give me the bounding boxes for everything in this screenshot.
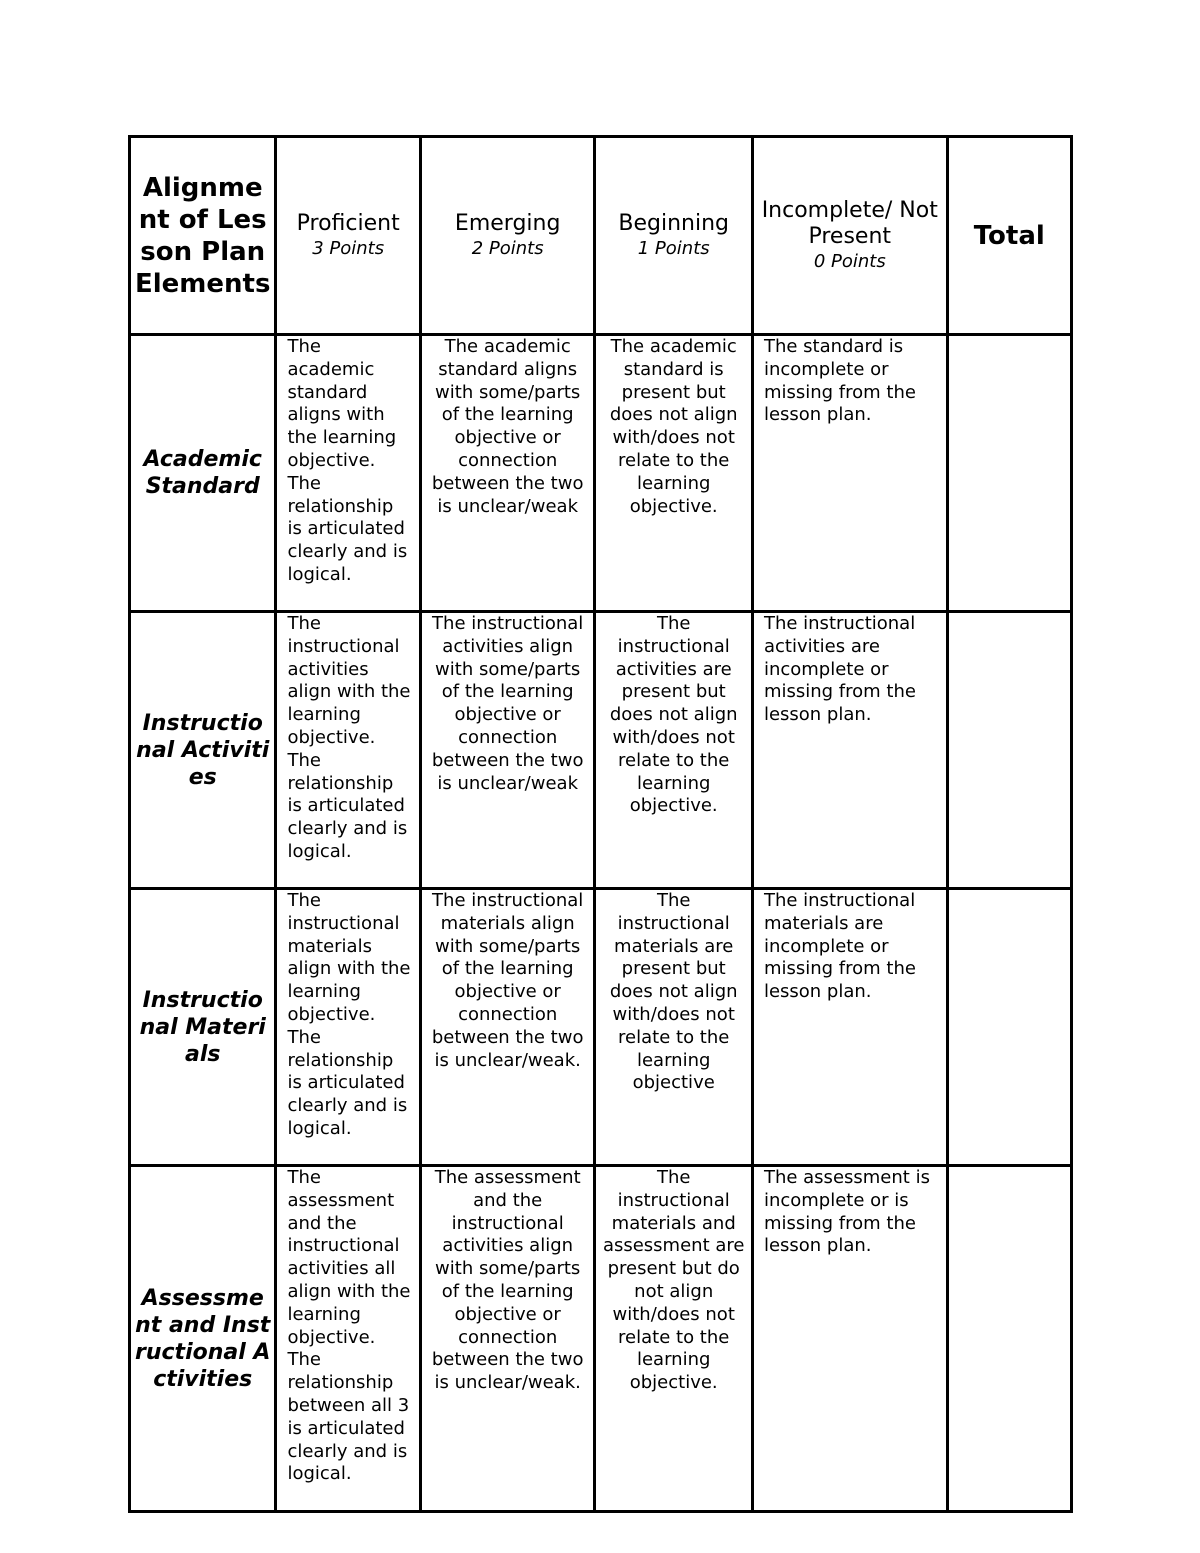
total-cell[interactable] — [947, 1166, 1071, 1512]
criterion-label: Instructional Activities — [130, 612, 276, 889]
level-name: Emerging — [454, 210, 561, 236]
proficient-descriptor: The instructional activities align with the learning objective. The relationship is articulated clearly and is logical. — [276, 612, 420, 889]
proficient-descriptor: The assessment and the instructional activities all align with the learning objective. The relationship between all 3 is articulated clearly and is logical. — [276, 1166, 420, 1512]
proficient-descriptor: The instructional materials align with the learning objective. The relationship is articulated clearly and is logical. — [276, 889, 420, 1166]
emerging-descriptor: The instructional activities align with some/parts of the learning objective or connection between the two is unclear/weak — [420, 612, 595, 889]
total-cell[interactable] — [947, 612, 1071, 889]
emerging-descriptor: The instructional materials align with some/parts of the learning objective or connection between the two is unclear/weak. — [420, 889, 595, 1166]
table-row — [130, 889, 1072, 1166]
emerging-descriptor: The academic standard aligns with some/parts of the learning objective or connection between the two is unclear/weak — [420, 335, 595, 612]
beginning-descriptor: The academic standard is present but does not align with/does not relate to the learning objective. — [595, 335, 753, 612]
criterion-label: Academic Standard — [130, 335, 276, 612]
incomplete-descriptor: The instructional materials are incomplete or missing from the lesson plan. — [752, 889, 947, 1166]
proficient-descriptor: The academic standard aligns with the learning objective. The relationship is articulated clearly and is logical. — [276, 335, 420, 612]
criterion-label: Instructional Materials — [130, 889, 276, 1166]
emerging-descriptor: The assessment and the instructional activities align with some/parts of the learning objective or connection between the two is unclear/weak. — [420, 1166, 595, 1512]
level-name: Incomplete/ Not Present — [761, 197, 938, 249]
total-cell[interactable] — [947, 889, 1071, 1166]
table-row — [130, 335, 1072, 612]
level-points: 1 Points — [637, 237, 710, 259]
level-header-emerging — [420, 137, 595, 335]
header-row — [130, 137, 1072, 335]
incomplete-descriptor: The standard is incomplete or missing from the lesson plan. — [752, 335, 947, 612]
incomplete-descriptor: The instructional activities are incomplete or missing from the lesson plan. — [752, 612, 947, 889]
level-header-incomplete — [752, 137, 947, 335]
total-header — [947, 137, 1071, 335]
beginning-descriptor: The instructional materials are present but does not align with/does not relate to the learning objective — [595, 889, 753, 1166]
level-points: 3 Points — [312, 237, 385, 259]
level-points: 2 Points — [471, 237, 544, 259]
criterion-label: Assessment and Instructional Activities — [130, 1166, 276, 1512]
level-name: Proficient — [296, 210, 400, 236]
beginning-descriptor: The instructional materials and assessment are present but do not align with/does not relate to the learning objective. — [595, 1166, 753, 1512]
criteria-header: Alignment of Lesson Plan Elements — [130, 137, 276, 335]
level-header-beginning — [595, 137, 753, 335]
level-points: 0 Points — [813, 250, 886, 272]
table-row — [130, 612, 1072, 889]
rubric-table — [128, 135, 1073, 1513]
level-name: Beginning — [618, 210, 730, 236]
total-label: Total — [973, 220, 1045, 251]
beginning-descriptor: The instructional activities are present but does not align with/does not relate to the learning objective. — [595, 612, 753, 889]
table-row — [130, 1166, 1072, 1512]
total-cell[interactable] — [947, 335, 1071, 612]
incomplete-descriptor: The assessment is incomplete or is missing from the lesson plan. — [752, 1166, 947, 1512]
level-header-proficient — [276, 137, 420, 335]
